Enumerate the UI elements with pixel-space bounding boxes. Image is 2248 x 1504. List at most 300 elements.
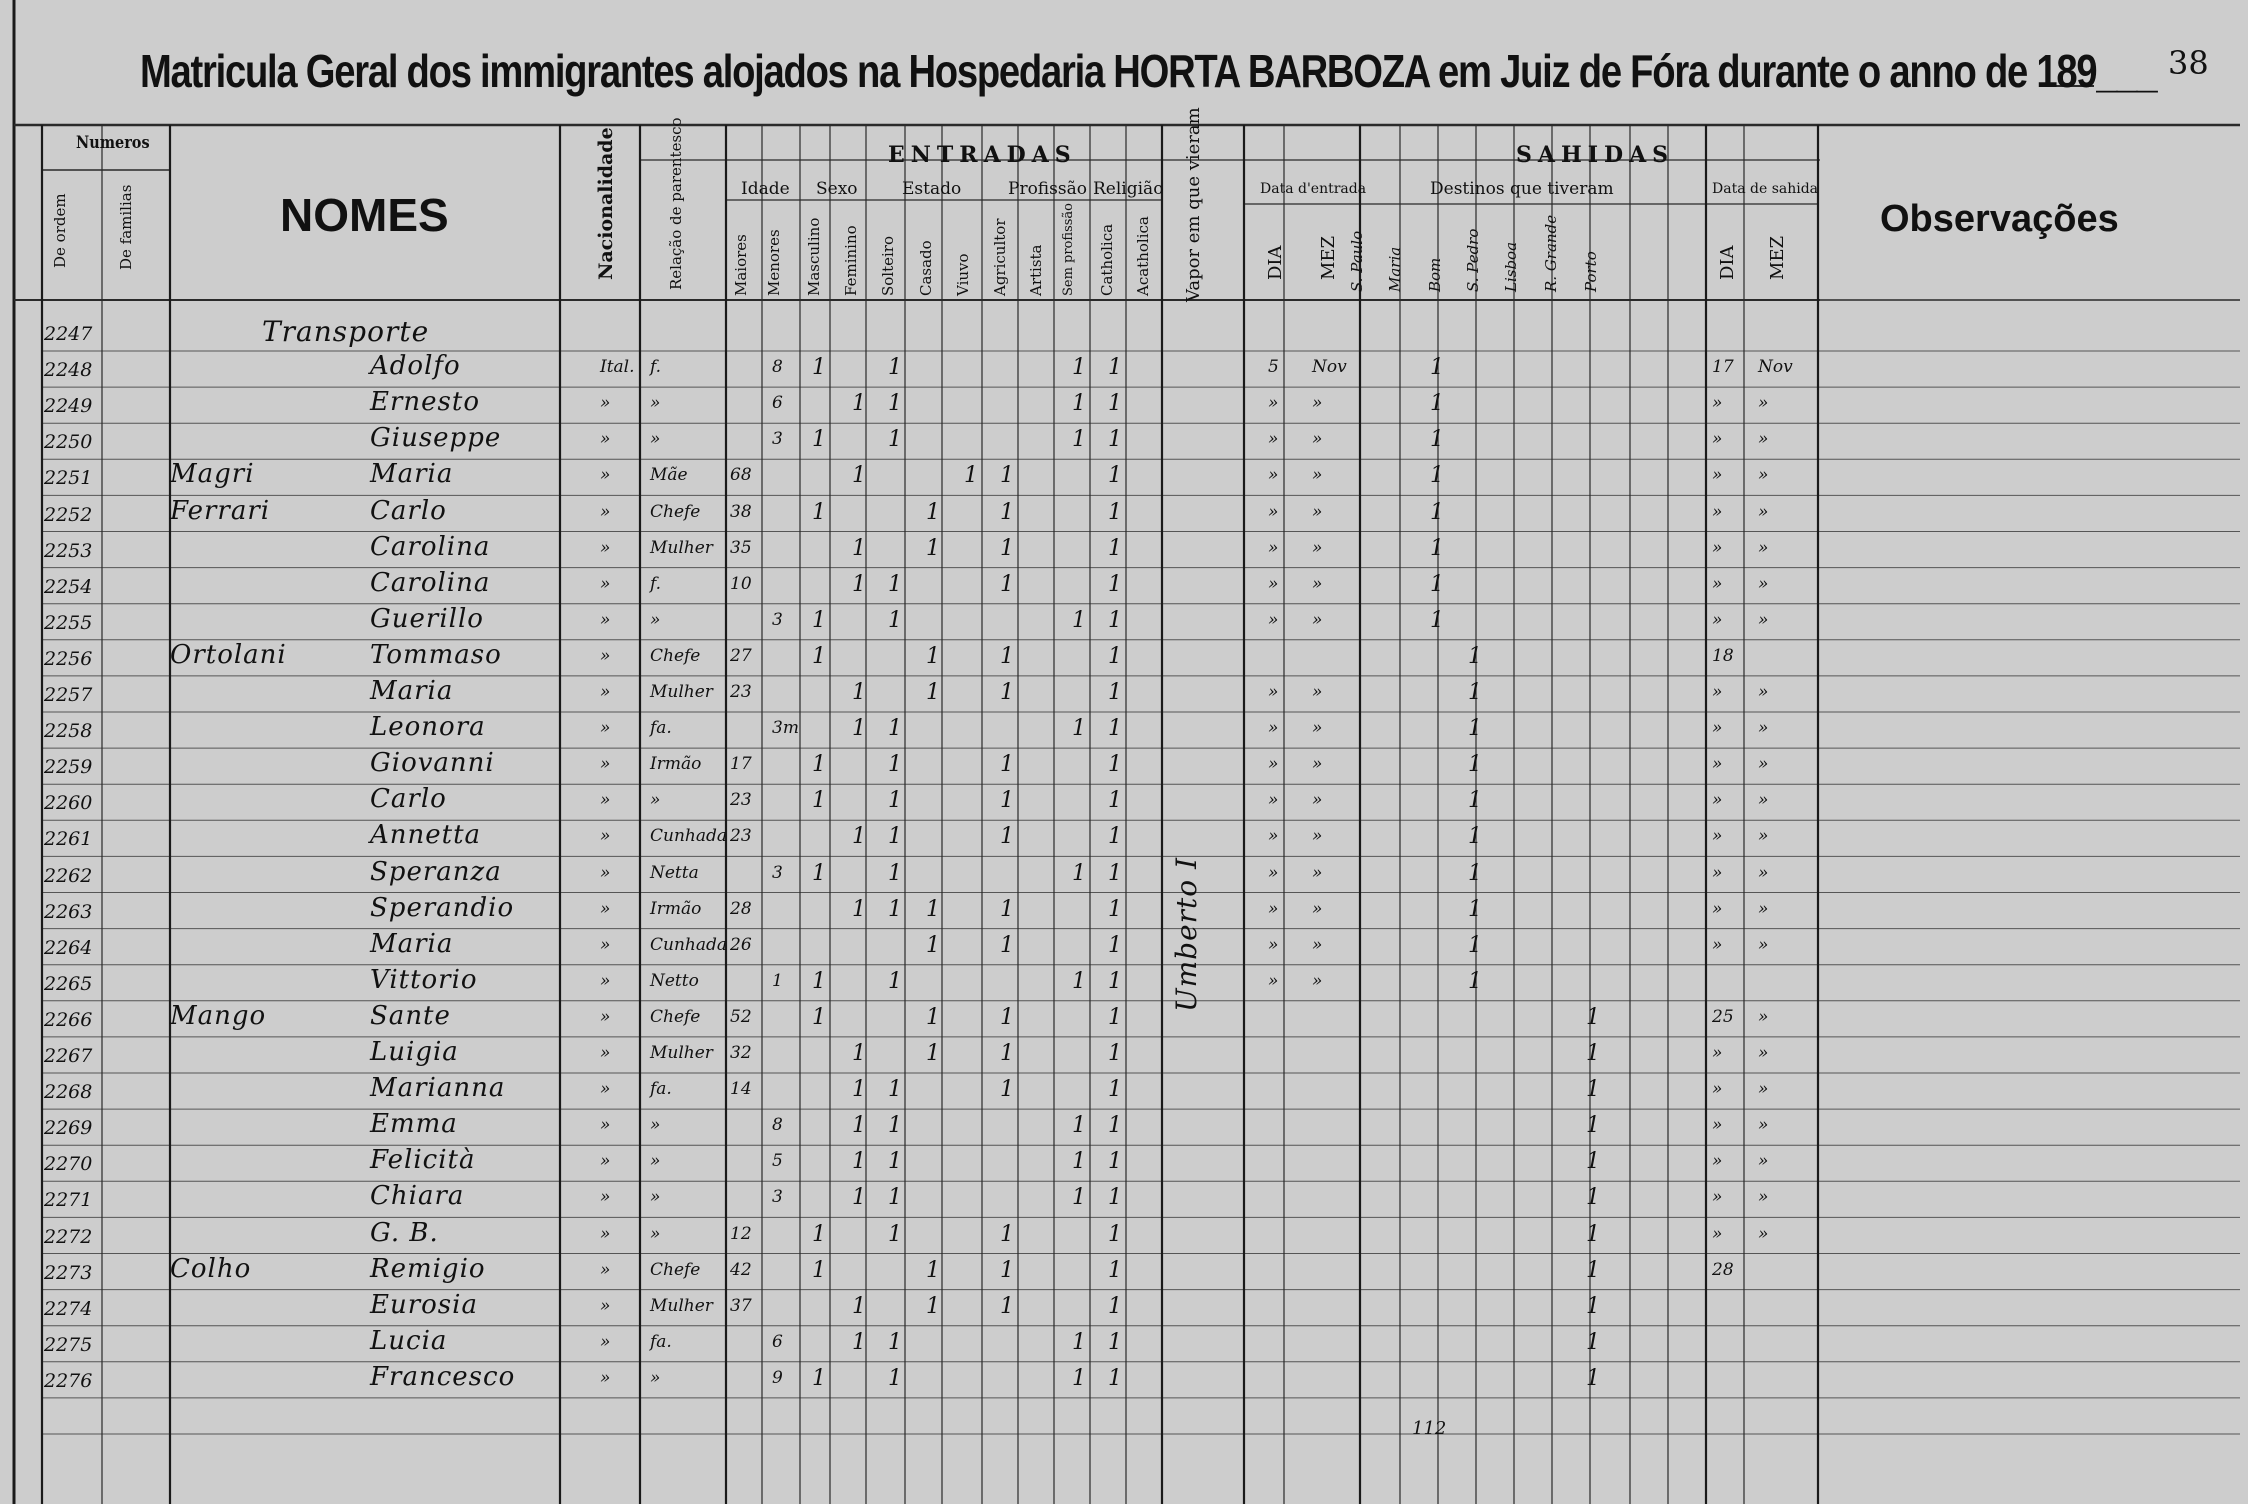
cell-ordem: 2258 [44,720,93,743]
cell-ordem: 2250 [44,431,93,454]
cell-dest: 1 [1430,571,1444,597]
cell-cas: 1 [926,643,940,669]
cell-mez-s: » [1758,898,1769,919]
table-row [0,640,2248,676]
cell-given: Maria [370,676,454,706]
cell-dia-s: » [1712,573,1723,594]
header-masculino: Masculino [805,217,823,296]
table-row [0,496,2248,532]
header-vapor: Vapor em que vieram [1183,107,1204,302]
cell-agri: 1 [1000,680,1014,705]
cell-cas: 1 [926,1257,940,1283]
cell-dest: 1 [1468,788,1482,814]
cell-mez-s: » [1758,429,1769,450]
table-row [0,1218,2248,1254]
cell-maiores: 68 [730,465,752,486]
cell-dia-e: » [1268,970,1279,991]
cell-dia-e: » [1268,790,1279,811]
cell-dia-s: » [1712,465,1723,486]
cell-menores: 3 [772,862,783,883]
cell-dest: 1 [1468,860,1482,886]
cell-dia-s: » [1712,718,1723,739]
cell-dest: 1 [1468,896,1482,922]
cell-nac: » [600,862,611,883]
cell-ordem: 2255 [44,611,93,634]
header-nacionalidade: Nacionalidade [595,127,617,280]
cell-ordem: 2273 [44,1261,93,1284]
cell-nac: » [600,645,611,666]
cell-solt: 1 [888,355,902,381]
cell-rel: Cunhada [650,826,728,847]
cell-fem: 1 [852,1077,866,1103]
cell-ordem: 2248 [44,359,93,382]
cell-mez-e: » [1312,393,1323,414]
cell-given: Carlo [370,784,447,815]
cell-given: Francesco [370,1361,516,1392]
cell-dia-s: » [1712,934,1723,955]
cell-cath: 1 [1108,1113,1122,1139]
cell-mez-s: » [1758,573,1769,594]
cell-mez-s: Nov [1758,357,1793,378]
cell-nac: » [600,682,611,702]
cell-agri: 1 [1000,1077,1014,1103]
cell-given: Ernesto [370,387,480,418]
cell-cath: 1 [1108,1293,1122,1319]
cell-dest: 1 [1586,1365,1600,1391]
cell-fem: 1 [852,1185,866,1211]
table-row [0,1290,2248,1326]
cell-dest: 1 [1430,607,1444,633]
cell-menores: 9 [772,1367,783,1388]
cell-agri: 1 [1000,643,1014,669]
cell-sem: 1 [1072,427,1086,453]
cell-cath: 1 [1108,571,1122,597]
cell-sem: 1 [1072,1113,1086,1139]
header-sem-profissao: Sem profissão [1061,202,1076,296]
cell-ordem: 2270 [44,1153,93,1176]
cell-given: Transporte [262,315,430,348]
cell-menores: 1 [772,970,783,991]
cell-rel: Chefe [650,501,701,522]
header-observacoes: Observações [1880,198,2119,240]
header-profissao: Profissão [1008,179,1087,199]
cell-agri: 1 [1000,1221,1014,1247]
header-religiao: Religião [1093,179,1164,199]
header-de-familias: De familias [117,184,135,270]
cell-masc: 1 [812,607,826,633]
cell-mez-s: » [1758,718,1769,739]
cell-cath: 1 [1108,1149,1122,1175]
cell-ordem: 2252 [44,503,93,526]
cell-agri: 1 [1000,1257,1014,1283]
cell-fem: 1 [852,1149,866,1175]
cell-mez-s: » [1758,862,1769,883]
cell-surname: Ferrari [170,495,271,526]
cell-nac: » [600,1223,611,1244]
cell-cath: 1 [1108,1365,1122,1391]
cell-dest: 1 [1586,1329,1600,1355]
cell-ordem: 2269 [44,1117,93,1140]
cell-dest: 1 [1468,824,1482,850]
destination-header: Lisboa [1502,241,1520,292]
cell-cath: 1 [1108,788,1122,814]
cell-sem: 1 [1072,1149,1086,1175]
cell-sem: 1 [1072,355,1086,381]
cell-nac: » [600,826,611,847]
header-de-ordem: De ordem [51,193,69,268]
table-row [0,676,2248,712]
cell-nac: » [600,790,611,811]
cell-dia-e: » [1268,393,1279,414]
cell-sem: 1 [1072,716,1086,742]
cell-rel: » [650,790,661,811]
cell-fem: 1 [852,1329,866,1355]
cell-menores: 3m [772,718,799,739]
cell-given: Adolfo [370,351,461,382]
cell-nac: » [600,1367,611,1388]
header-mez-entrada: MEZ [1318,235,1339,280]
cell-dia-s: 25 [1712,1006,1734,1027]
cell-given: Carlo [370,495,447,526]
cell-dest: 1 [1468,932,1482,958]
cell-maiores: 38 [730,501,752,522]
cell-dia-e: » [1268,934,1279,955]
cell-mez-s: » [1758,537,1769,558]
header-dia-entrada: DIA [1265,245,1286,280]
cell-menores: 8 [772,1115,783,1136]
cell-given: Tommaso [370,639,502,670]
cell-cath: 1 [1108,355,1122,381]
cell-rel: Mãe [650,465,688,486]
header-idade: Idade [741,179,790,199]
table-row [0,1145,2248,1181]
cell-dia-e: » [1268,826,1279,847]
cell-rel: Cunhada [650,934,728,955]
table-row [0,315,2248,351]
header-acatholica: Acatholica [1134,216,1152,296]
cell-ordem: 2254 [44,575,93,598]
cell-maiores: 23 [730,826,752,847]
cell-ordem: 2259 [44,756,93,779]
cell-cas: 1 [926,1293,940,1319]
cell-solt: 1 [888,896,902,922]
table-row [0,568,2248,604]
cell-rel: Mulher [650,537,713,558]
cell-dia-s: » [1712,609,1723,630]
cell-mez-s: » [1758,465,1769,486]
cell-ordem: 2275 [44,1333,93,1356]
destination-header: S. Pedro [1464,228,1482,292]
cell-mez-e: » [1312,790,1323,811]
cell-dia-e: » [1268,682,1279,702]
cell-masc: 1 [812,1365,826,1391]
vapor-umberto-note: Umberto I [1170,856,1203,1012]
cell-given: Maria [370,928,454,959]
cell-masc: 1 [812,1221,826,1247]
cell-cath: 1 [1108,1329,1122,1355]
cell-nac: » [600,537,611,558]
cell-fem: 1 [852,1113,866,1139]
cell-given: Speranza [370,856,502,887]
cell-agri: 1 [1000,932,1014,958]
cell-solt: 1 [888,1185,902,1211]
cell-mez-e: Nov [1312,357,1347,378]
cell-cath: 1 [1108,932,1122,958]
cell-surname: Mango [170,1000,267,1031]
header-solteiro: Solteiro [879,235,897,296]
cell-nac: » [600,1151,611,1172]
cell-mez-e: » [1312,609,1323,630]
cell-cath: 1 [1108,643,1122,669]
cell-sem: 1 [1072,1185,1086,1211]
cell-rel: fa. [650,718,672,739]
cell-agri: 1 [1000,463,1014,489]
cell-dia-s: » [1712,501,1723,522]
cell-fem: 1 [852,896,866,922]
cell-rel: Netto [650,970,699,991]
cell-cath: 1 [1108,607,1122,633]
cell-mez-s: » [1758,754,1769,775]
table-row [0,857,2248,893]
cell-dest: 1 [1430,427,1444,453]
cell-dia-s: » [1712,898,1723,919]
cell-dest: 1 [1586,1113,1600,1139]
table-row [0,532,2248,568]
cell-cath: 1 [1108,1077,1122,1103]
header-sexo: Sexo [816,179,858,199]
cell-solt: 1 [888,824,902,850]
cell-dia-e: » [1268,754,1279,775]
cell-sem: 1 [1072,607,1086,633]
cell-dia-s: » [1712,754,1723,775]
table-row [0,604,2248,640]
cell-masc: 1 [812,968,826,994]
cell-cas: 1 [926,1004,940,1030]
header-destinos: Destinos que tiveram [1430,179,1614,199]
cell-solt: 1 [888,716,902,742]
cell-dia-e: » [1268,537,1279,558]
cell-maiores: 37 [730,1295,752,1316]
cell-fem: 1 [852,1041,866,1066]
header-dia-sahida: DIA [1717,245,1738,280]
table-row [0,748,2248,784]
cell-cas: 1 [926,680,940,705]
cell-fem: 1 [852,535,866,561]
cell-given: G. B. [370,1217,439,1248]
cell-dest: 1 [1586,1149,1600,1175]
cell-ordem: 2260 [44,792,93,815]
cell-fem: 1 [852,1293,866,1319]
cell-solt: 1 [888,1329,902,1355]
cell-given: Giuseppe [370,423,502,454]
cell-nac: » [600,609,611,630]
header-data-entrada: Data d'entrada [1260,181,1367,197]
cell-ordem: 2262 [44,864,93,887]
cell-mez-e: » [1312,970,1323,991]
cell-solt: 1 [888,968,902,994]
cell-maiores: 26 [730,934,752,955]
cell-ordem: 2261 [44,828,93,851]
cell-ordem: 2256 [44,647,93,670]
cell-surname: Ortolani [170,639,287,670]
destination-header: Maria [1386,246,1404,292]
cell-ordem: 2263 [44,900,93,923]
cell-agri: 1 [1000,571,1014,597]
cell-cath: 1 [1108,1185,1122,1211]
cell-maiores: 32 [730,1043,752,1063]
cell-agri: 1 [1000,499,1014,525]
cell-dest: 1 [1586,1293,1600,1319]
cell-mez-e: » [1312,537,1323,558]
cell-menores: 3 [772,429,783,450]
table-row [0,1037,2248,1073]
cell-cath: 1 [1108,968,1122,994]
header-maiores: Maiores [732,234,750,296]
cell-nac: » [600,1259,611,1280]
cell-mez-s: » [1758,1079,1769,1100]
cell-nac: » [600,573,611,594]
cell-mez-e: » [1312,718,1323,739]
cell-cath: 1 [1108,427,1122,453]
cell-mez-s: » [1758,826,1769,847]
cell-dia-e: » [1268,718,1279,739]
cell-nac: » [600,1043,611,1063]
cell-solt: 1 [888,1365,902,1391]
cell-dia-s: » [1712,429,1723,450]
cell-rel: Chefe [650,1006,701,1027]
cell-maiores: 52 [730,1006,752,1027]
cell-dest: 1 [1468,643,1482,669]
cell-dia-e: » [1268,501,1279,522]
cell-ordem: 2274 [44,1297,93,1320]
cell-maiores: 23 [730,682,752,702]
table-row [0,423,2248,459]
table-row [0,1073,2248,1109]
cell-maiores: 14 [730,1079,752,1100]
cell-dia-s: » [1712,682,1723,702]
cell-nac: » [600,970,611,991]
cell-mez-s: » [1758,1223,1769,1244]
cell-solt: 1 [888,607,902,633]
cell-given: Chiara [370,1181,465,1212]
header-estado: Estado [902,179,962,199]
cell-fem: 1 [852,716,866,742]
cell-rel: » [650,393,661,414]
cell-solt: 1 [888,1113,902,1139]
header-catholica: Catholica [1098,223,1116,296]
cell-dest: 1 [1468,968,1482,994]
cell-ordem: 2267 [44,1045,93,1067]
cell-sem: 1 [1072,1329,1086,1355]
cell-nac: » [600,718,611,739]
cell-ordem: 2249 [44,395,93,418]
cell-dia-e: » [1268,573,1279,594]
cell-dest: 1 [1468,752,1482,778]
cell-maiores: 28 [730,898,752,919]
cell-rel: » [650,1151,661,1172]
cell-solt: 1 [888,1077,902,1103]
cell-mez-e: » [1312,898,1323,919]
cell-given: Vittorio [370,964,478,995]
cell-dia-e: 5 [1268,357,1279,378]
cell-sem: 1 [1072,391,1086,417]
table-row [0,1254,2248,1290]
table-row [0,1001,2248,1037]
cell-rel: » [650,1187,661,1208]
cell-solt: 1 [888,860,902,886]
cell-given: Marianna [370,1073,506,1104]
table-row [0,1326,2248,1362]
cell-masc: 1 [812,860,826,886]
cell-cath: 1 [1108,1004,1122,1030]
cell-dia-e: » [1268,898,1279,919]
cell-masc: 1 [812,427,826,453]
cell-dest: 1 [1430,355,1444,381]
cell-dia-s: » [1712,1043,1723,1063]
cell-rel: » [650,609,661,630]
cell-mez-e: » [1312,754,1323,775]
cell-dest: 1 [1586,1077,1600,1103]
cell-dest: 1 [1430,391,1444,417]
cell-solt: 1 [888,571,902,597]
cell-ordem: 2257 [44,684,93,706]
cell-menores: 3 [772,1187,783,1208]
cell-rel: Netta [650,862,699,883]
cell-given: Guerillo [370,603,484,634]
cell-cas: 1 [926,932,940,958]
cell-dest: 1 [1586,1004,1600,1030]
cell-cath: 1 [1108,860,1122,886]
cell-ordem: 2271 [44,1189,93,1212]
cell-maiores: 17 [730,754,752,775]
cell-given: Sante [370,1000,451,1031]
table-row [0,784,2248,820]
cell-ordem: 2253 [44,539,93,562]
cell-surname: Magri [170,459,255,490]
cell-cath: 1 [1108,1257,1122,1283]
header-mez-sahida: MEZ [1767,235,1788,280]
cell-cath: 1 [1108,1041,1122,1066]
cell-ordem: 2272 [44,1225,93,1248]
cell-mez-s: » [1758,609,1769,630]
cell-maiores: 23 [730,790,752,811]
cell-dest: 1 [1586,1257,1600,1283]
cell-given: Remigio [370,1253,486,1284]
cell-agri: 1 [1000,1293,1014,1319]
cell-nac: » [600,1295,611,1316]
cell-dest: 1 [1430,463,1444,489]
cell-mez-e: » [1312,826,1323,847]
cell-masc: 1 [812,1257,826,1283]
cell-masc: 1 [812,355,826,381]
cell-nac: » [600,429,611,450]
header-feminino: Feminino [842,225,860,296]
cell-mez-s: » [1758,501,1769,522]
table-row [0,459,2248,495]
cell-mez-e: » [1312,862,1323,883]
cell-cath: 1 [1108,463,1122,489]
cell-cath: 1 [1108,752,1122,778]
destination-header: S. Paulo [1348,230,1366,292]
cell-rel: Chefe [650,1259,701,1280]
cell-menores: 6 [772,1331,783,1352]
cell-dia-s: » [1712,537,1723,558]
cell-mez-e: » [1312,501,1323,522]
cell-masc: 1 [812,643,826,669]
cell-maiores: 12 [730,1223,752,1244]
cell-masc: 1 [812,788,826,814]
destination-header: R. Grande [1542,214,1560,292]
